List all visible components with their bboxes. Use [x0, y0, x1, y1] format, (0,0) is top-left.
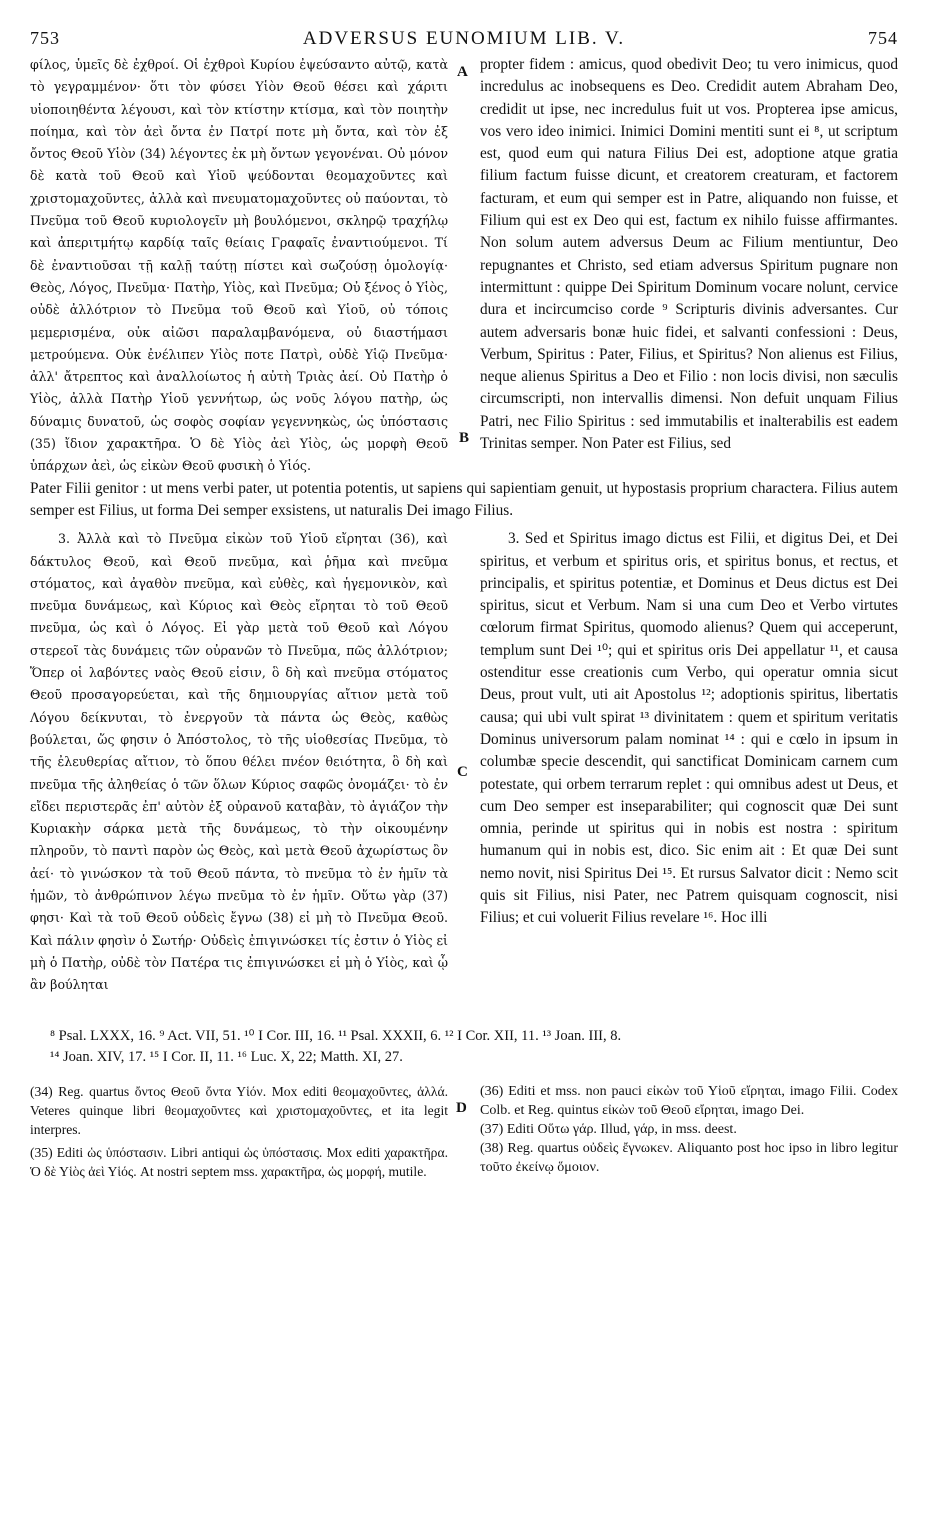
latin-full-width-text: Pater Filii genitor : ut mens verbi pater, ut potentia potentis, ut sapiens qui sapientiam genuit, ut hypostasis proprium characterа. Filius autem semper est Filius, ut forma Dei semper exsistens, ut naturalis Dei imago Filius.	[30, 479, 898, 519]
footnotes-right	[480, 1082, 898, 1181]
section2-columns	[30, 528, 898, 996]
footnote: (38) Reg. quartus οὐδεὶς ἔγνωκεν. Aliquanto post hoc ipso in libro legitur τοῦτο ἐκείνῳ ὅμοιον.	[480, 1141, 898, 1176]
margin-letter-b: B	[459, 430, 470, 446]
latin-column-2	[480, 528, 898, 996]
margin-letter-c: C	[457, 764, 468, 780]
footnotes-left	[30, 1082, 448, 1181]
footnote: (35) Editi ὡς ὑπόστασιν. Libri antiqui ὡς ὑπόστασις. Mox editi χαρακτῆρα. Ὁ δὲ Υἱὸς ἀεὶ Υἱός. At nostri septem mss. χαρακτῆρα, ὡς μορφή, mutile.	[30, 1145, 448, 1180]
latin-column	[480, 54, 898, 478]
footnote: (34) Reg. quartus ὄντος Θεοῦ ὄντα Υἱόν. Mox editi θεομαχοῦντες, ἀλλά. Veteres quinque libri θεομαχοῦντες καὶ χριστομαχοῦντες, et ita legit interpres.	[30, 1084, 448, 1138]
running-title: ADVERSUS EUNOMIUM LIB. V.	[302, 28, 626, 49]
footnote: (37) Editi Οὕτω γάρ. Illud, γάρ, in mss. deest.	[480, 1122, 737, 1138]
reference-line: ¹⁴ Joan. XIV, 17. ¹⁵ I Cor. II, 11. ¹⁶ Luc. X, 22; Matth. XI, 27.	[50, 1049, 403, 1066]
greek-paragraph-3: 3. Ἀλλὰ καὶ τὸ Πνεῦμα εἰκὼν τοῦ Υἱοῦ εἴρηται (36), καὶ δάκτυλος Θεοῦ, καὶ Θεοῦ πνεῦμα, καὶ ῥῆμα καὶ πνεῦμα στόματος, καὶ ἀγαθὸν πνεῦμα, καὶ εὐθὲς, καὶ ἡγεμονικὸν, καὶ πνεῦμα δυνάμεως, καὶ Κύριος καὶ Θεὸς εἴρηται τὸ τοῦ Θεοῦ πνεῦμα, ὡς καὶ ὁ Λόγος. Εἰ γὰρ μετὰ τοῦ Θεοῦ καὶ Λόγου στερεοῖ τὰς δυνάμεις τῶν οὐρανῶν τὸ Πνεῦμα, πῶς ἀλλότριον; Ὅπερ οἱ λαβόντες ναὸς Θεοῦ εἰσιν, ὃ δὴ καὶ πνεῦμα στόματος Θεοῦ προσαγορεύεται, καὶ τῆς δημιουργίας αἴτιον μετὰ τοῦ Λόγου δείκνυται, τὸ ἐνεργοῦν τὰ πάντα ὡς Θεὸς, καθὼς βούλεται, ὥς φησιν ὁ Ἀπόστολος, τὸ τῆς υἱοθεσίας Πνεῦμα, τὸ τῆς ἐλευθερίας αἴτιον, τὸ ὅπου θέλει πνέον θειότητα, ὃ δὴ καὶ πνεῦμα τῆς ἀληθείας ὁ τῶν ὅλων Κύριος σαφῶς ὀνομάζει· τὸ ἐν εἴδει περιστερᾶς ἐπ' αὐτὸν ἐξ οὐρανοῦ καταβὰν, τὸ ἁγιάζον τὴν Κυριακὴν σάρκα μετὰ τῆς δυνάμεως, τὸ τὴν οἰκουμένην πληροῦν, τὸ παντὶ παρὸν ὡς Θεὸς, καὶ μετὰ Θεοῦ ἀχωρίστως ὂν ἀεί· τὸ γινώσκον τὰ τοῦ Θεοῦ πάντα, τὸ πνεῦμα τὸ ἐν ἡμῖν τὰ ἡμῶν, τὸ ἀνθρώπινον λέγω πνεῦμα τὸ ἐν ἡμῖν. Οὕτω γὰρ (37) φησι· Καὶ τὰ τοῦ Θεοῦ οὐδεὶς ἔγνω (38) εἰ μὴ τὸ Πνεῦμα Θεοῦ. Καὶ πάλιν φησὶν ὁ Σωτήρ· Οὐδεὶς ἐπιγινώσκει τίς ἐστιν ὁ Υἱὸς εἰ μὴ ὁ Πατὴρ, οὐδὲ τὸν Πατέρα τις ἐπιγινώσκει εἰ μὴ ὁ Υἱὸς, καὶ ᾧ ἂν βούληται	[30, 531, 448, 993]
greek-column	[30, 54, 448, 478]
footnotes	[30, 1082, 898, 1181]
right-column-number: 754	[867, 28, 898, 48]
section1-columns	[30, 54, 898, 478]
latin-paragraph-3: 3. Sed et Spiritus imago dictus est Filii, et digitus Dei, et Dei spiritus, et verbum et spiritus oris, et spiritus bonus, et rectus, et principalis, et spiritus potentiæ, et Dominus et Deus dictus est Dei spiritus, sicut et Verbum. Nam si una cum Deo et Verbo virtutes cœlorum firmat Spiritus, quomodo alienus? Quem qui acceperunt, templum sunt Dei ¹⁰; qui et spiritus oris Dei appellatur ¹¹, et causa ostenditur esse creationis cum Verbo, qui operatur omnia sicut Deus, prout vult, uti ait Apostolus ¹²; adoptionis spiritus, libertatis causa; qui ubi vult spirat ¹³ divinitatem : quem et spiritum veritatis Dominus universorum palam nominat ¹⁴ : qui e cœlo in ipsum in columbæ specie descendit, qui sanctificat Dominicam carnem cum potestate, qui orbem terrarum replet : qui omnibus adest ut Deus, et cum Deo semper est inseparabiliter; qui cognoscit quæ Dei sunt omnia, perinde ut spiritus qui in nobis est nostra : spiritum humanum qui in nobis est, dico. Sic enim ait : Et quæ Dei sunt nemo novit, nisi Spiritus Dei ¹⁵. Et rursus Salvator dicit : Nemo scit quis sit Filius, nisi Pater, nec Patrem quisquam cognoscit, nisi Filius; et cui voluerit Filius revelare ¹⁶. Hoc illi	[480, 530, 898, 927]
latin-text: propter fidem : amicus, quod obedivit Deo; tu vero inimicus, quod incredulus ac inobsequens es Deo. Credidit autem Abraham Deo, credidit ut ipse, nec incredulus fuit ut vos. Propterea ipse amicus, vos vero ideo inimici. Inimici Domini mentiti sunt ei ⁸, ut scriptum est, quod eum qui natura Filius Dei est, adoptione atque gratia filium factum fuisse dicunt, et creatorem creaturam, et factorem facturam, et eum qui semper est in Patre, aliquando non fuisse, et Filium qui est ex Deo qui est, factum ex nihilo fuisse affirmantes. Non solum autem adversus Deum ac Filium mentiuntur, Deo repugnantes et Christo, sed etiam adversus Spiritum pugnare non intermittunt : quippe Dei Spiritum Dominum vocare nolunt, cervice dura et incircumciso corde ⁹ Scripturis divinis adversantes. Cur autem adversaris bonæ huic fidei, et salvanti confessioni : Deus, Verbum, Spiritus : Pater, Filius, et Spiritus? Non alienus est Filius, neque alienus Spiritus a Deo et Filio : non locis divisi, non sæculis circumscripti, non intervallis dimensi. Non defuit unquam Filius Patri, nec Filio Spiritus : sed immutabilis et inalterabilis est eadem Trinitas semper. Non Pater est Filius, sed	[480, 56, 898, 453]
scripture-references	[30, 1026, 898, 1068]
reference-line: ⁸ Psal. LXXX, 16. ⁹ Act. VII, 51. ¹⁰ I Cor. III, 16. ¹¹ Psal. XXXII, 6. ¹² I Cor. XII, 11. ¹³ Joan. III, 8.	[50, 1028, 622, 1045]
footnote: (36) Editi et mss. non pauci εἰκὼν τοῦ Υἱοῦ εἴρηται, imago Filii. Codex Colb. et Reg. quintus εἰκὼν τοῦ Θεοῦ εἴρηται, imago Dei.	[480, 1084, 898, 1119]
left-column-number: 753	[30, 28, 60, 48]
page	[30, 28, 898, 1181]
greek-column-2	[30, 528, 448, 996]
margin-letter-d: D	[456, 1100, 467, 1116]
greek-text: φίλος, ὑμεῖς δὲ ἐχθροί. Οἱ ἐχθροὶ Κυρίου ἐψεύσαντο αὐτῷ, κατὰ τὸ γεγραμμένον· ὅτι τὸν φύσει Υἱὸν Θεοῦ θέσει καὶ χάριτι υἱοποιηθέντα λέγουσι, καὶ τὸν κτίστην κτίσμα, καὶ τὸν ποιητὴν ποίημα, καὶ τὸν ἀεὶ ὄντα ἐν Πατρί ποτε μὴ ὄντα, καὶ τὸν ἐξ ὄντος Θεοῦ Υἱὸν (34) λέγοντες ἐκ μὴ ὄντων γεγονέναι. Οὐ μόνον δὲ κατὰ τοῦ Θεοῦ καὶ Υἱοῦ ψεύδονται θεομαχοῦντες καὶ χριστομαχοῦντες, ἀλλὰ καὶ πνευματομαχοῦντες οὐ παύονται, τὸ Πνεῦμα τοῦ Θεοῦ κυριολογεῖν μὴ βουλόμενοι, σκληρῷ τραχήλῳ καὶ ἀπεριτμήτῳ καρδίᾳ ταῖς θείαις Γραφαῖς ἐναντιούμενοι. Τί δὲ ἐναντιοῦσαι τῇ καλῇ ταύτῃ πίστει καὶ σωζούσῃ ὁμολογίᾳ· Θεὸς, Λόγος, Πνεῦμα· Πατὴρ, Υἱὸς, καὶ Πνεῦμα; Οὐ ξένος ὁ Υἱὸς, οὐδὲ ἀλλότριον τὸ Πνεῦμα τοῦ Θεοῦ καὶ Υἱοῦ, οὐ τόποις μεμερισμένα, οὐκ αἰῶσι παραλαμβανόμενα, οὐ διαστήμασι μετρούμενα. Οὐκ ἐνέλιπεν Υἱὸς ποτε Πατρὶ, οὐδὲ Υἱῷ Πνεῦμα· ἀλλ' ἄτρεπτος καὶ ἀναλλοίωτος ἡ αὐτὴ Τριὰς ἀεί. Οὐ Πατὴρ ὁ Υἱὸς, ἀλλὰ Πατὴρ Υἱοῦ γεννήτωρ, ὡς νοῦς λόγου πατὴρ, ὡς δύναμις δυνατοῦ, ὡς σοφὸς σοφίαν γεγεννηκὼς, ὡς ὑπόστασις (35) ἴδιον χαρακτῆρα. Ὁ δὲ Υἱὸς ἀεὶ Υἱὸς, ὡς μορφὴ Θεοῦ ὑπάρχων ἀεὶ, ὡς εἰκὼν Θεοῦ φυσικὴ ὁ Υἱός.	[30, 57, 448, 474]
margin-letter-a: A	[457, 64, 468, 80]
page-header	[30, 28, 898, 54]
